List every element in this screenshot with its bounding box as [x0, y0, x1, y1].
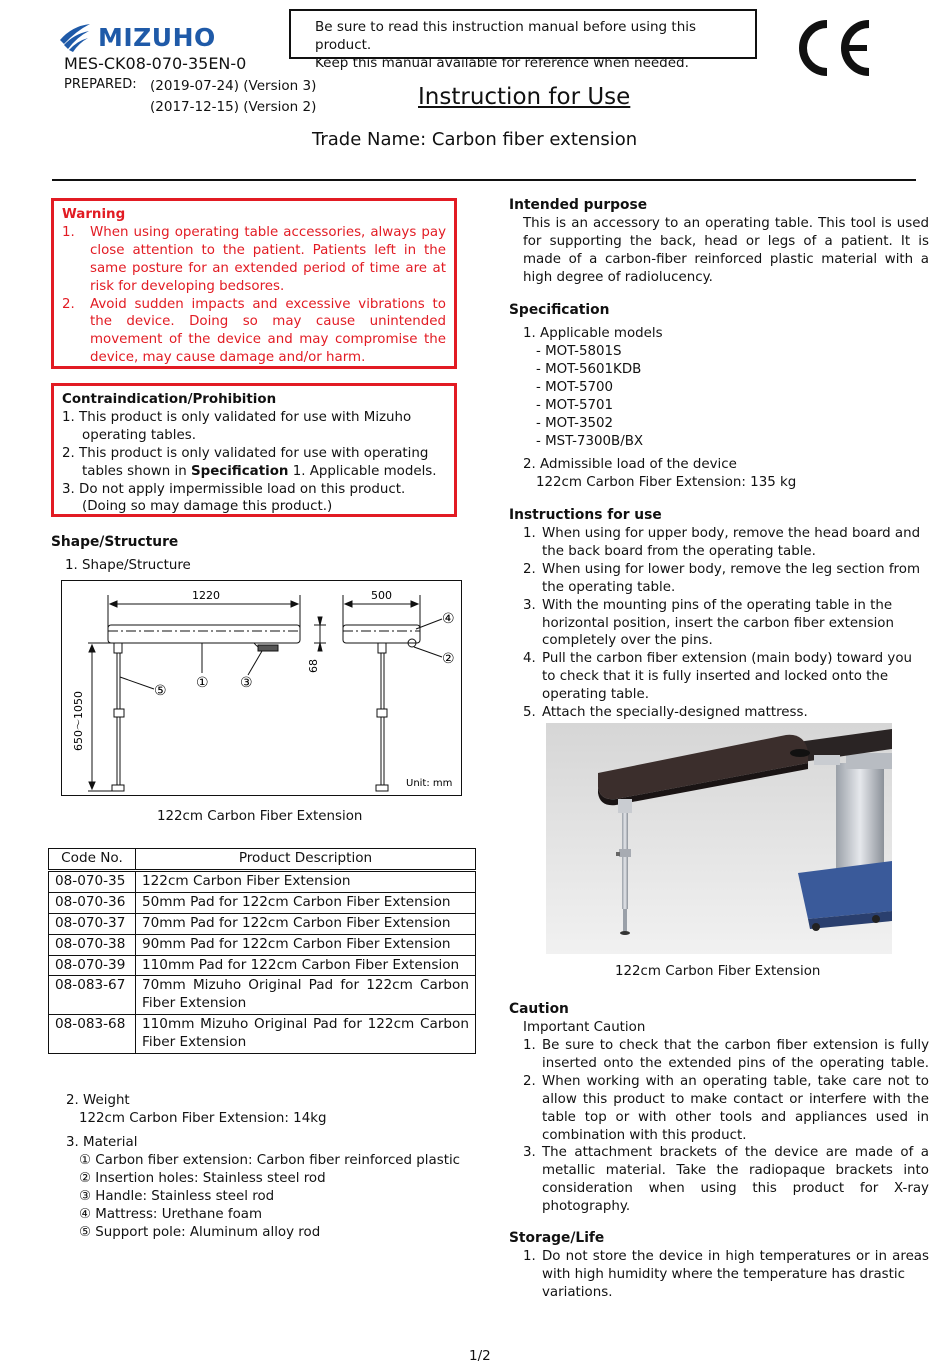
item-text — [542, 1073, 929, 1145]
ce-mark-icon — [793, 18, 875, 78]
item-line: to check that it is fully inserted and locked onto the — [542, 669, 889, 685]
instruction-item — [523, 597, 929, 651]
model-item: - MOT-3502 — [536, 415, 614, 431]
item-number: 3. — [523, 597, 536, 613]
table-row — [49, 976, 476, 1015]
dim-thickness-label: 68 — [307, 659, 320, 673]
cell-code: 08-070-39 — [49, 955, 136, 976]
caution-item — [523, 1037, 929, 1073]
instructions-heading: Instructions for use — [509, 507, 662, 523]
version-previous: (2017-12-15) (Version 2) — [150, 99, 317, 115]
item-line: When using for upper body, remove the head board and — [542, 526, 921, 541]
item-line: inserted onto the extended pins of the operating table. — [542, 1055, 929, 1071]
material-item: ④ Mattress: Urethane foam — [79, 1206, 263, 1222]
notice-line: Keep this manual available for reference when needed. — [315, 55, 689, 71]
product-table — [48, 848, 476, 1054]
marker-4: ④ — [442, 611, 455, 627]
cell-description: 70mm Pad for 122cm Carbon Fiber Extension — [136, 913, 476, 934]
cell-description: 70mm Mizuho Original Pad for 122cm Carbon Fiber Extension — [136, 976, 476, 1015]
item-text — [542, 650, 929, 704]
item-text — [542, 1144, 929, 1216]
material-item: ⑤ Support pole: Aluminum alloy rod — [79, 1224, 321, 1240]
material-item: ③ Handle: Stainless steel rod — [79, 1188, 275, 1204]
table-row — [49, 955, 476, 976]
material-list — [79, 1152, 460, 1242]
mizuho-logo — [58, 22, 216, 52]
table-header-row — [49, 849, 476, 871]
unit-label: Unit: mm — [406, 778, 453, 789]
contra-line: (Doing so may damage this product.) — [82, 499, 333, 515]
dim-length-label: 1220 — [192, 589, 220, 602]
storage-heading: Storage/Life — [509, 1230, 605, 1246]
material-item: ① Carbon fiber extension: Carbon fiber reinforced plastic — [79, 1153, 461, 1168]
model-item: - MOT-5801S — [536, 344, 622, 359]
warning-box — [51, 198, 457, 369]
item-number: 3. — [523, 1145, 536, 1161]
item-line: variations. — [542, 1284, 613, 1300]
item-line: horizontal position, insert the carbon fiber extension — [542, 615, 894, 631]
header-divider — [52, 179, 916, 181]
item-line: Be sure to check that the carbon fiber extension is fully — [542, 1038, 929, 1053]
item-number: 2. — [523, 561, 536, 577]
item-text: Avoid sudden impacts and excessive vibrations to the device. Doing so may cause unintended movement of the device and may compromise the device, may cause damage and/or harm. — [90, 296, 446, 366]
brand-name: MIZUHO — [98, 22, 216, 52]
model-item: - MOT-5701 — [536, 397, 614, 413]
header-code: Code No. — [49, 849, 136, 871]
weight-heading: 2. Weight — [66, 1093, 130, 1108]
caution-list — [523, 1037, 929, 1216]
instruction-item — [523, 525, 929, 561]
dim-height-label: 650～1050 — [72, 691, 85, 751]
contraindication-heading: Contraindication/Prohibition — [62, 392, 277, 407]
structure-diagram — [61, 580, 462, 796]
item-number: 1. — [62, 224, 75, 240]
cell-code: 08-070-37 — [49, 913, 136, 934]
cell-description: 122cm Carbon Fiber Extension — [136, 870, 476, 892]
item-line: combination with this product. — [542, 1127, 747, 1143]
item-number: 1. — [523, 1038, 536, 1053]
item-number: 2. — [62, 296, 75, 312]
specification-ref: Specification — [190, 463, 289, 479]
version-current: (2019-07-24) (Version 3) — [150, 78, 317, 94]
item-text — [542, 704, 929, 722]
model-item: - MOT-5700 — [536, 379, 614, 395]
contra-line — [62, 463, 446, 481]
item-line: operating table. — [542, 687, 650, 703]
instruction-item — [523, 704, 929, 722]
cell-description: 90mm Pad for 122cm Carbon Fiber Extension — [136, 934, 476, 955]
cell-code: 08-070-36 — [49, 892, 136, 913]
table-row — [49, 934, 476, 955]
warning-item — [62, 224, 446, 296]
item-text: When using operating table accessories, always pay close attention to the patient. Patients left in the same posture for an extended period of time are at risk for developing bedsores. — [90, 224, 446, 294]
item-line: Do not store the device in high temperatures or in areas — [542, 1249, 929, 1264]
intended-line: This is an accessory to an operating table. This tool is used — [523, 216, 929, 231]
item-line: The attachment brackets of the device are made of a — [542, 1145, 929, 1161]
intended-heading: Intended purpose — [509, 197, 648, 213]
item-line: When using for lower body, remove the leg section from — [542, 561, 920, 577]
structure-drawing — [62, 581, 461, 795]
storage-list — [523, 1248, 929, 1302]
trade-name: Trade Name: Carbon fiber extension — [312, 129, 638, 150]
page-number: 1/2 — [469, 1348, 491, 1364]
page-title: Instruction for Use — [418, 84, 631, 110]
caution-item — [523, 1144, 929, 1216]
intended-line: for supporting the back, head or legs of a patient. It is — [523, 233, 929, 249]
item-number: 5. — [523, 705, 536, 721]
cell-description: 110mm Mizuho Original Pad for 122cm Carbon Fiber Extension — [136, 1015, 476, 1054]
item-text — [542, 1037, 929, 1073]
document-number: MES-CK08-070-35EN-0 — [64, 54, 247, 73]
item-line: with high humidity where the temperature has drastic — [542, 1266, 905, 1282]
item-line: When working with an operating table, take care not to — [542, 1073, 929, 1089]
item-number: 2. — [523, 1073, 536, 1089]
models-list — [536, 343, 643, 450]
warning-item — [62, 296, 446, 368]
material-item: ② Insertion holes: Stainless steel rod — [79, 1170, 326, 1186]
item-number: 1. — [523, 526, 536, 541]
load-text: 122cm Carbon Fiber Extension: 135 kg — [536, 475, 797, 490]
cell-description: 50mm Pad for 122cm Carbon Fiber Extension — [136, 892, 476, 913]
cell-code: 08-083-68 — [49, 1015, 136, 1054]
item-line: photography. — [542, 1199, 631, 1215]
cell-code: 08-070-35 — [49, 870, 136, 892]
table-row — [49, 913, 476, 934]
item-line: the operating table. — [542, 579, 676, 595]
item-text — [542, 561, 929, 597]
contra-line: 3. Do not apply impermissible load on this product. — [62, 481, 406, 497]
contra-line: 1. This product is only validated for use with Mizuho — [62, 409, 412, 425]
item-number: 4. — [523, 651, 536, 667]
table-row — [49, 892, 476, 913]
item-line: metallic material. Take the radiopaque brackets into — [542, 1163, 929, 1179]
instruction-item — [523, 561, 929, 597]
load-heading: 2. Admissible load of the device — [523, 457, 737, 472]
item-line: completely over the pins. — [542, 633, 713, 649]
weight-text: 122cm Carbon Fiber Extension: 14kg — [79, 1111, 327, 1126]
model-item: - MST-7300B/BX — [536, 433, 644, 449]
model-item: - MOT-5601KDB — [536, 361, 642, 377]
item-line: consideration when using this product for X-ray — [542, 1181, 929, 1197]
prepared-label: PREPARED: — [64, 77, 137, 92]
dim-short-label: 500 — [371, 589, 392, 602]
item-line: Pull the carbon fiber extension (main body) toward you — [542, 651, 913, 667]
marker-3: ③ — [240, 675, 253, 691]
product-photo — [546, 723, 892, 954]
read-manual-notice — [289, 9, 757, 71]
item-text — [542, 1248, 929, 1302]
specification-heading: Specification — [509, 302, 610, 318]
shape-subheading: 1. Shape/Structure — [65, 558, 191, 573]
diagram-caption: 122cm Carbon Fiber Extension — [157, 809, 363, 824]
instructions-list — [523, 525, 929, 722]
marker-5: ⑤ — [154, 683, 167, 699]
contra-text: 1. Applicable models. — [288, 463, 437, 479]
cell-code: 08-070-38 — [49, 934, 136, 955]
notice-line: Be sure to read this instruction manual before using this product. — [315, 19, 697, 53]
cell-code: 08-083-67 — [49, 976, 136, 1015]
table-row — [49, 870, 476, 892]
caution-item — [523, 1073, 929, 1145]
item-text — [542, 597, 929, 651]
warning-heading: Warning — [62, 207, 126, 222]
marker-1: ① — [196, 675, 209, 691]
mizuho-wing-icon — [58, 22, 92, 52]
intended-text — [523, 215, 929, 269]
item-line: Attach the specially-designed mattress. — [542, 705, 808, 721]
instruction-item — [523, 650, 929, 704]
header-description: Product Description — [136, 849, 476, 871]
shape-heading: Shape/Structure — [51, 534, 179, 550]
storage-item — [523, 1248, 929, 1302]
item-line: table top or with other tools and appliances used in — [542, 1109, 929, 1125]
material-heading: 3. Material — [66, 1135, 138, 1150]
item-line: the back board from the operating table. — [542, 543, 816, 559]
intended-line: high degree of radiolucency. — [523, 270, 713, 285]
item-line: With the mounting pins of the operating table in the — [542, 597, 893, 613]
contraindication-box — [51, 383, 457, 517]
contra-line: 2. This product is only validated for use with operating — [62, 445, 429, 461]
intended-line: made of a carbon-fiber reinforced plastic material with a — [523, 251, 929, 267]
caution-heading: Caution — [509, 1001, 569, 1017]
item-line: allow this product to make contact or interfere with the — [542, 1091, 929, 1107]
caution-subheading: Important Caution — [523, 1020, 646, 1035]
cell-description: 110mm Pad for 122cm Carbon Fiber Extension — [136, 955, 476, 976]
item-text — [542, 525, 929, 561]
models-heading: 1. Applicable models — [523, 326, 663, 341]
contra-text: tables shown in — [82, 463, 191, 479]
photo-caption: 122cm Carbon Fiber Extension — [615, 964, 821, 979]
marker-2: ② — [442, 651, 455, 667]
item-number: 1. — [523, 1249, 536, 1264]
table-row — [49, 1015, 476, 1054]
contra-line: operating tables. — [82, 427, 197, 443]
